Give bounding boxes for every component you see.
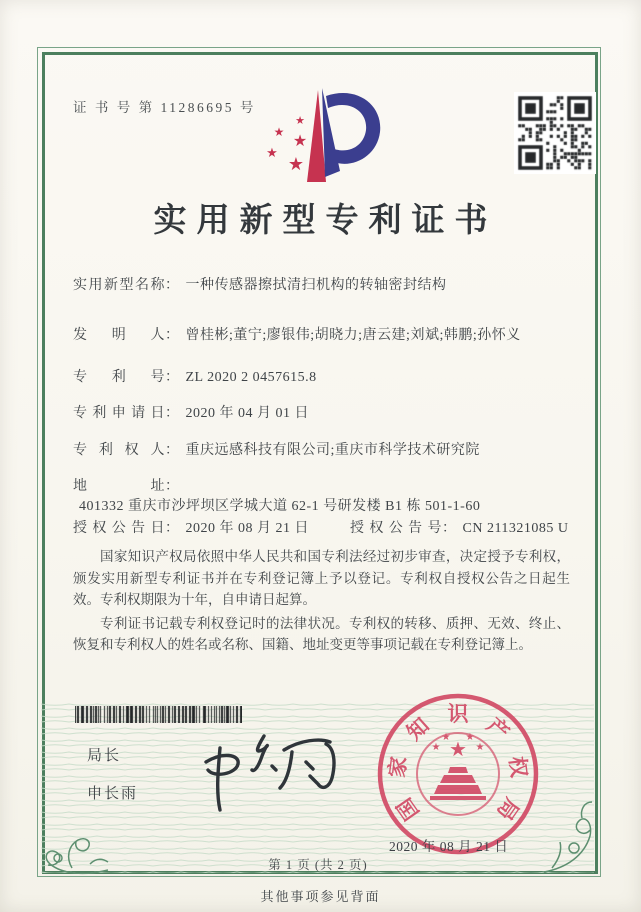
field-colon: ： xyxy=(165,278,180,293)
star-icon: ★ xyxy=(273,125,285,139)
field-value: 曾桂彬;董宁;廖银伟;胡晓力;唐云建;刘斌;韩鹏;孙怀义 xyxy=(185,328,521,343)
director-signature-icon xyxy=(178,726,378,821)
field-value: 一种传感器擦拭清扫机构的转轴密封结构 xyxy=(185,278,447,293)
seal-char: 知 xyxy=(402,713,434,745)
barcode xyxy=(75,706,242,723)
field-label: 专利号 xyxy=(73,370,165,385)
seal-char: 局 xyxy=(492,793,524,825)
field-colon: ： xyxy=(165,521,180,536)
seal-date: 2020 年 08 月 21 日 xyxy=(389,839,509,854)
star-icon: ★ xyxy=(292,133,308,150)
field-label: 专利权人 xyxy=(73,443,165,458)
field-value: CN 211321085 U xyxy=(462,521,569,536)
seal-char: 家 xyxy=(384,755,412,779)
seal-char: 产 xyxy=(482,713,514,745)
director-label: 局长 xyxy=(87,748,122,764)
star-icon: ★ xyxy=(287,154,305,174)
field-row-patentee xyxy=(73,441,573,461)
star-icon: ★ xyxy=(431,742,441,753)
field-label: 专利申请日 xyxy=(73,406,165,421)
director-name: 申长雨 xyxy=(87,786,139,802)
legal-paragraphs xyxy=(73,546,570,658)
seal-char: 国 xyxy=(392,793,424,825)
field-colon: ： xyxy=(165,406,180,421)
cnipa-logo-icon xyxy=(252,84,402,196)
field-label: 实用新型名称 xyxy=(73,278,165,293)
field-row-filing-date xyxy=(73,404,573,424)
field-value: 2020 年 04 月 01 日 xyxy=(185,406,309,421)
field-value: 2020 年 08 月 21 日 xyxy=(185,521,309,536)
qr-code xyxy=(514,92,596,174)
field-value: ZL 2020 2 0457615.8 xyxy=(185,370,317,385)
star-icon: ★ xyxy=(441,732,451,743)
star-icon: ★ xyxy=(295,115,305,127)
field-label: 授权公告号 xyxy=(350,521,442,536)
star-icon: ★ xyxy=(475,742,485,753)
field-label: 发明人 xyxy=(73,328,165,343)
seal-char: 权 xyxy=(504,755,532,779)
field-row-utility-model-name xyxy=(73,276,573,296)
star-icon: ★ xyxy=(465,732,475,743)
field-colon: ： xyxy=(442,521,457,536)
field-value: 401332 重庆市沙坪坝区学城大道 62-1 号研发楼 B1 栋 501-1-60 xyxy=(79,499,481,514)
field-colon: ： xyxy=(165,328,180,343)
field-label: 授权公告日 xyxy=(73,521,165,536)
page-number: 第 1 页 (共 2 页) xyxy=(268,858,368,872)
field-row-address xyxy=(73,477,573,517)
legal-paragraph-1: 国家知识产权局依照中华人民共和国专利法经过初步审查，决定授予专利权，颁发实用新型专利证书并在专利登记簿上予以登记。专利权自授权公告之日起生效。专利权期限为十年，自申请日起算。 xyxy=(73,549,570,607)
star-icon: ★ xyxy=(449,739,467,761)
back-note: 其他事项参见背面 xyxy=(260,889,381,904)
field-pair-grant-number xyxy=(350,519,569,539)
field-row-inventors xyxy=(73,326,573,346)
field-colon: ： xyxy=(165,370,180,385)
director-block xyxy=(87,744,138,820)
field-row-grant xyxy=(73,519,573,539)
field-colon: ： xyxy=(165,443,180,458)
legal-paragraph-2: 专利证书记载专利权登记时的法律状况。专利权的转移、质押、无效、终止、恢复和专利权人的姓名或名称、国籍、地址变更等事项记载在专利登记簿上。 xyxy=(73,615,570,652)
seal-char: 识 xyxy=(447,702,469,726)
field-label: 地址 xyxy=(73,479,165,494)
certificate-title: 实用新型专利证书 xyxy=(153,203,498,239)
field-value: 重庆远感科技有限公司;重庆市科学技术研究院 xyxy=(185,443,480,458)
star-icon: ★ xyxy=(266,145,278,160)
field-row-patent-number xyxy=(73,368,573,388)
field-colon: ： xyxy=(165,479,180,494)
certificate-number: 证 书 号 第 11286695 号 xyxy=(73,100,256,115)
